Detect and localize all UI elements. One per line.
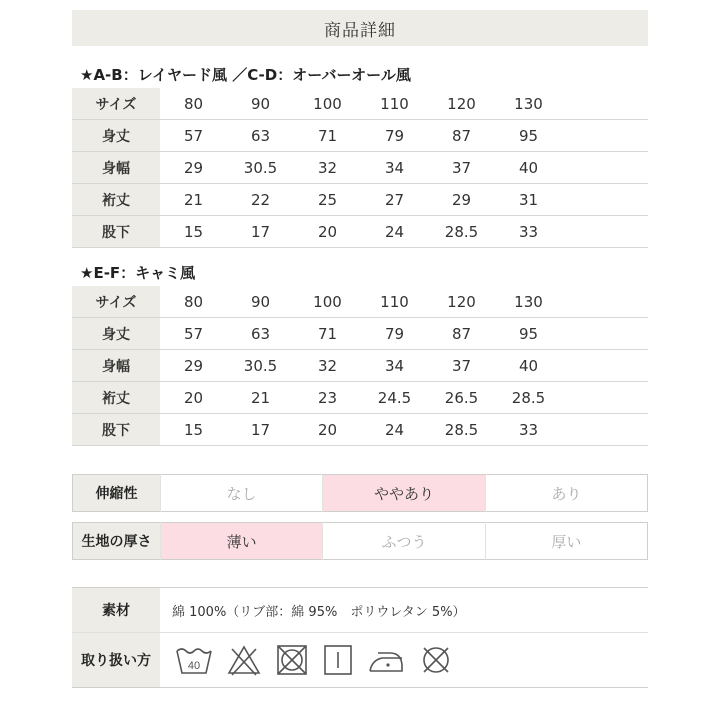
table-row	[72, 382, 648, 414]
table-cell: 24	[361, 414, 428, 446]
table-cell: 21	[227, 382, 294, 414]
section-header	[72, 10, 648, 46]
row-label: 股下	[72, 216, 160, 248]
size-header-cell: 110	[361, 88, 428, 120]
rating-option: 薄い	[161, 523, 323, 560]
table-cell: 71	[294, 120, 361, 152]
table-cell: 23	[294, 382, 361, 414]
size-header-cell: 90	[227, 286, 294, 318]
care-row	[72, 632, 648, 687]
table-cell: 28.5	[495, 382, 562, 414]
table-cell: 29	[160, 152, 227, 184]
table-row	[72, 216, 648, 248]
table-cell: 37	[428, 152, 495, 184]
rating-option: なし	[161, 475, 323, 512]
size-header-row	[72, 286, 648, 318]
header-title: 商品詳細	[324, 20, 396, 41]
table-cell: 25	[294, 184, 361, 216]
table-cell: 29	[428, 184, 495, 216]
size-table-ab	[72, 88, 648, 248]
stretch-rating	[72, 474, 648, 512]
table-cell: 15	[160, 216, 227, 248]
table-cell: 30.5	[227, 152, 294, 184]
spacer-cell	[562, 88, 648, 120]
table-cell: 22	[227, 184, 294, 216]
thickness-rating	[72, 522, 648, 560]
table-cell: 79	[361, 318, 428, 350]
table-cell: 79	[361, 120, 428, 152]
material-section	[72, 587, 648, 688]
wash-temp-text: 40	[187, 660, 201, 672]
table-row	[72, 184, 648, 216]
table-cell: 21	[160, 184, 227, 216]
size-header-cell: 130	[495, 286, 562, 318]
care-label: 取り扱い方	[72, 633, 160, 687]
table-cell: 29	[160, 350, 227, 382]
care-icons	[160, 643, 454, 677]
line-dry-icon	[322, 643, 354, 677]
spacer-cell	[562, 184, 648, 216]
spacer-cell	[562, 382, 648, 414]
row-label: 身幅	[72, 350, 160, 382]
spacer-cell	[562, 216, 648, 248]
rating-option: ややあり	[323, 475, 485, 512]
table-cell: 31	[495, 184, 562, 216]
table-cell: 27	[361, 184, 428, 216]
size-header-row	[72, 88, 648, 120]
no-tumble-dry-icon	[274, 643, 310, 677]
table-cell: 37	[428, 350, 495, 382]
table-row	[72, 318, 648, 350]
table-row	[72, 152, 648, 184]
section-title-ab: ★A-B：レイヤード風 ／C-D：オーバーオール風	[80, 66, 411, 84]
table-row	[72, 414, 648, 446]
table-cell: 71	[294, 318, 361, 350]
table-cell: 24	[361, 216, 428, 248]
table-row	[72, 120, 648, 152]
table-cell: 20	[294, 414, 361, 446]
section-title-ef: ★E-F：キャミ風	[80, 264, 196, 282]
table-cell: 32	[294, 350, 361, 382]
table-cell: 28.5	[428, 414, 495, 446]
rating-label: 生地の厚さ	[73, 523, 161, 560]
table-cell: 40	[495, 152, 562, 184]
no-bleach-icon	[226, 643, 262, 677]
rating-option: あり	[485, 475, 647, 512]
iron-low-icon	[366, 643, 406, 677]
rating-label: 伸縮性	[73, 475, 161, 512]
rating-option: 厚い	[485, 523, 647, 560]
size-table-ef	[72, 286, 648, 446]
table-cell: 33	[495, 414, 562, 446]
spacer-cell	[562, 286, 648, 318]
size-header-cell: 130	[495, 88, 562, 120]
table-cell: 20	[294, 216, 361, 248]
table-cell: 33	[495, 216, 562, 248]
size-header-cell: 80	[160, 88, 227, 120]
size-header-cell: 120	[428, 88, 495, 120]
size-header-cell: 110	[361, 286, 428, 318]
no-dry-clean-icon	[418, 643, 454, 677]
material-value: 綿 100%（リブ部：綿 95% ポリウレタン 5%）	[172, 604, 466, 620]
row-label: 裄丈	[72, 382, 160, 414]
spacer-cell	[562, 350, 648, 382]
rating-row	[73, 523, 648, 560]
table-cell: 26.5	[428, 382, 495, 414]
material-label: 素材	[72, 588, 160, 632]
size-header-label: サイズ	[72, 88, 160, 120]
table-row	[72, 350, 648, 382]
row-label: 股下	[72, 414, 160, 446]
row-label: 身丈	[72, 318, 160, 350]
table-cell: 95	[495, 120, 562, 152]
rating-row	[73, 475, 648, 512]
table-cell: 28.5	[428, 216, 495, 248]
table-cell: 34	[361, 152, 428, 184]
table-cell: 17	[227, 216, 294, 248]
table-cell: 20	[160, 382, 227, 414]
row-label: 裄丈	[72, 184, 160, 216]
rating-option: ふつう	[323, 523, 485, 560]
table-cell: 17	[227, 414, 294, 446]
spacer-cell	[562, 152, 648, 184]
material-row	[72, 588, 648, 632]
row-label: 身幅	[72, 152, 160, 184]
table-cell: 34	[361, 350, 428, 382]
size-header-cell: 90	[227, 88, 294, 120]
table-cell: 57	[160, 120, 227, 152]
table-cell: 40	[495, 350, 562, 382]
table-cell: 63	[227, 318, 294, 350]
size-header-cell: 100	[294, 88, 361, 120]
wash-40-icon	[174, 643, 214, 677]
table-cell: 57	[160, 318, 227, 350]
size-header-label: サイズ	[72, 286, 160, 318]
table-cell: 30.5	[227, 350, 294, 382]
size-header-cell: 120	[428, 286, 495, 318]
table-cell: 32	[294, 152, 361, 184]
table-cell: 24.5	[361, 382, 428, 414]
size-header-cell: 80	[160, 286, 227, 318]
table-cell: 63	[227, 120, 294, 152]
table-cell: 95	[495, 318, 562, 350]
size-header-cell: 100	[294, 286, 361, 318]
spacer-cell	[562, 414, 648, 446]
row-label: 身丈	[72, 120, 160, 152]
spacer-cell	[562, 120, 648, 152]
spacer-cell	[562, 318, 648, 350]
table-cell: 87	[428, 318, 495, 350]
table-cell: 87	[428, 120, 495, 152]
table-cell: 15	[160, 414, 227, 446]
